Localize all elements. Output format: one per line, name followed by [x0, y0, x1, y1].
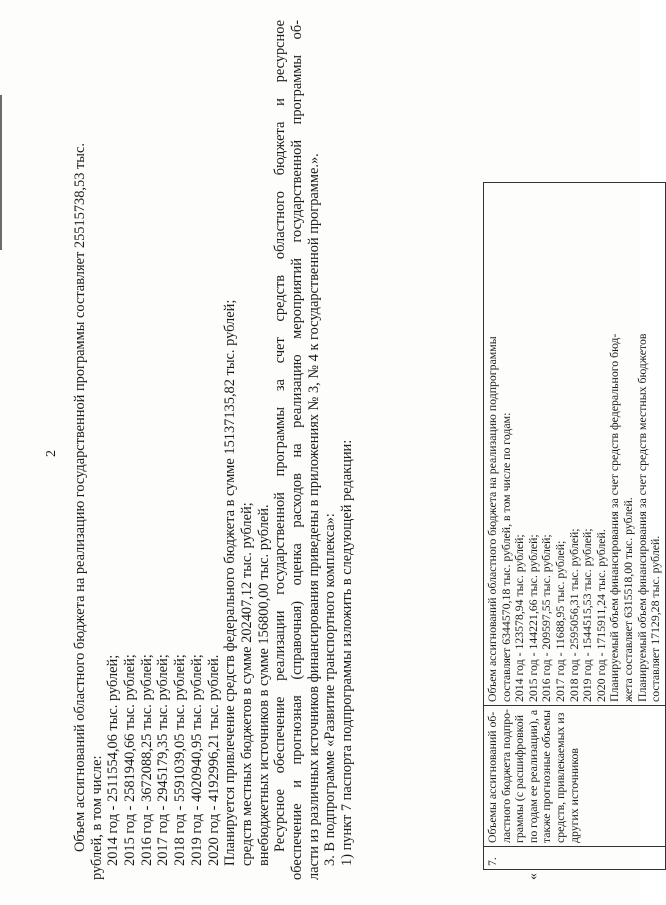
- content-line: 2019 год - 1544515,53 тыс. рублей;: [580, 528, 595, 703]
- content-line: Планируемый объем финансирования за счет средств местных бюджетов: [634, 333, 649, 703]
- table-row: [484, 183, 666, 870]
- year-line: 2018 год - 5591039,05 тыс. рублей;: [172, 654, 189, 866]
- paragraph-line: обеспечение и прогнозная (справочная) оценка расходов на реализацию мероприятий государственной программы об-: [288, 20, 305, 880]
- content-line: Объем ассигнований областного бюджета на реализацию подпрограммы: [485, 336, 499, 703]
- year-line: 2019 год - 4020940,95 тыс. рублей;: [188, 654, 205, 866]
- content-line: составляет 6344570,18 тыс. рублей, в том числе по годам:: [498, 412, 513, 703]
- content-line: жета составляет 6315518,00 тыс. рублей.: [620, 497, 635, 703]
- row-number-cell: [484, 847, 666, 870]
- content-line: 2014 год - 123578,94 тыс. рублей;: [512, 534, 527, 703]
- opening-quote: «: [526, 873, 541, 880]
- content-line: 2017 год - 11688,95 тыс. рублей;: [552, 540, 567, 703]
- content-line: Планируемый объем финансирования за счет средств федерального бюд-: [607, 333, 622, 703]
- content-line: составляет 17129,28 тыс. рублей.: [648, 535, 663, 703]
- content-line: 2018 год - 2595056,31 тыс. рублей;: [566, 528, 581, 703]
- name-line: также прогнозные объемы: [539, 709, 554, 843]
- name-line: средств, привлекаемых из: [552, 712, 567, 843]
- passport-table: [483, 182, 666, 870]
- name-line: ластного бюджета подпро-: [498, 709, 513, 843]
- year-line: 2015 год - 2581940,66 тыс. рублей;: [122, 654, 139, 866]
- content-line: 2020 год - 1715911,24 тыс. рублей.: [593, 529, 608, 703]
- content-line: 2015 год - 144221,66 тыс. рублей;: [525, 534, 540, 703]
- name-line: граммы (с расшифровкой: [512, 714, 527, 843]
- paragraph-line: внебюджетных источников в сумме 156800,00 тыс. рублей.: [255, 504, 272, 866]
- paragraph-line: рублей, в том числе:: [88, 755, 105, 880]
- content-line: 2016 год - 209597,55 тыс. рублей;: [539, 534, 554, 703]
- year-line: 2014 год - 2511554,06 тыс. рублей;: [105, 654, 122, 866]
- year-line: 2017 год - 2945179,35 тыс. рублей;: [155, 654, 172, 866]
- paragraph-line: Планируется привлечение средств федерального бюджета в сумме 15137135,82 тыс. рублей;: [222, 299, 239, 866]
- name-line: Объемы ассигнований об-: [485, 711, 499, 843]
- paragraph-line: средств местных бюджетов в сумме 202407,12 тыс. рублей;: [238, 502, 255, 866]
- name-line: по годам ее реализации), а: [525, 709, 540, 843]
- row-name-cell: [484, 706, 666, 847]
- paragraph-line: 1) пункт 7 паспорта подпрограммы изложить в следующей редакции:: [339, 439, 355, 866]
- paragraph-line: 3. В подпрограмме «Развитие транспортного комплекса»:: [322, 513, 339, 866]
- paragraph-line: Ресурсное обеспечение реализации государственной программы за счет средств областного бюджета и ресурсное: [272, 20, 289, 852]
- page-number: 2: [44, 450, 59, 457]
- year-line: 2020 год - 4192996,21 тыс. рублей.: [205, 654, 222, 866]
- rotated-content: [38, 20, 663, 880]
- paragraph-line: Объем ассигнований областного бюджета на реализацию государственной программы составляет 25515738,53 тыс.: [72, 143, 88, 852]
- row-number: 7.: [485, 857, 499, 866]
- paragraph-line: ласти из различных источников финансирования приведены в приложениях № 3, № 4 к государственной программе.».: [305, 153, 322, 880]
- row-content-cell: [484, 183, 666, 706]
- body-text: [72, 20, 356, 880]
- name-line: других источников: [566, 748, 581, 843]
- scan-edge-artifact: [0, 95, 2, 250]
- year-line: 2016 год - 3672088,25 тыс. рублей;: [138, 654, 155, 866]
